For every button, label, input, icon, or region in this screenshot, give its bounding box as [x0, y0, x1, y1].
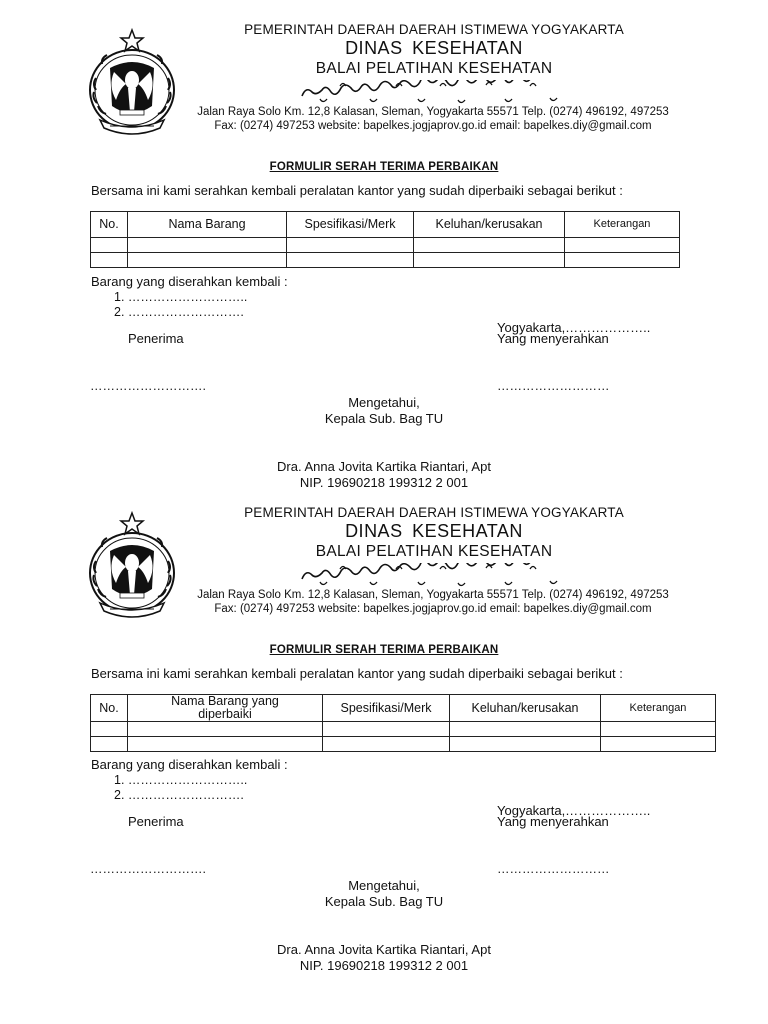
table-cell[interactable] — [323, 722, 450, 737]
table-cell[interactable] — [91, 253, 128, 268]
table-cell[interactable] — [601, 737, 716, 752]
col-header-no: No. — [91, 695, 128, 722]
col-header-item-name: Nama Barang yang diperbaiki — [128, 695, 323, 722]
table-row — [91, 253, 680, 268]
col-header-complaint: Keluhan/kerusakan — [450, 695, 601, 722]
giver-label: Yang menyerahkan — [497, 814, 609, 829]
col-header-specification: Spesifikasi/Merk — [323, 695, 450, 722]
department-heading: DINAS KESEHATAN — [345, 521, 523, 541]
col-header-complaint: Keluhan/kerusakan — [414, 212, 565, 238]
col-header-item-name: Nama Barang — [128, 212, 287, 238]
table-cell[interactable] — [91, 238, 128, 253]
col-header-specification: Spesifikasi/Merk — [287, 212, 414, 238]
receiver-label: Penerima — [128, 331, 184, 346]
giver-signature-line[interactable]: ……………………… — [497, 379, 610, 393]
form-title: FORMULIR SERAH TERIMA PERBAIKAN — [269, 161, 499, 173]
table-cell[interactable] — [565, 238, 680, 253]
col-header-notes: Keterangan — [601, 695, 716, 722]
repair-handover-form-2 — [0, 505, 768, 987]
table-cell[interactable] — [414, 253, 565, 268]
official-nip: NIP. 19690218 199312 2 001 — [299, 958, 469, 973]
place-date-field[interactable]: Yogyakarta,……………….. — [497, 320, 651, 335]
items-table — [90, 694, 716, 752]
official-name: Dra. Anna Jovita Kartika Riantari, Apt — [277, 459, 491, 474]
official-nip: NIP. 19690218 199312 2 001 — [299, 475, 469, 490]
government-heading: PEMERINTAH DAERAH DAERAH ISTIMEWA YOGYAKARTA — [244, 22, 624, 37]
returned-items-label: Barang yang diserahkan kembali : — [91, 274, 288, 289]
list-item[interactable]: 1. ……………………….. — [114, 290, 248, 304]
table-cell[interactable] — [128, 722, 323, 737]
returned-items-label: Barang yang diserahkan kembali : — [91, 757, 288, 772]
table-cell[interactable] — [450, 737, 601, 752]
receiver-signature-line[interactable]: ………………………. — [90, 862, 206, 876]
table-cell[interactable] — [128, 737, 323, 752]
table-cell[interactable] — [287, 238, 414, 253]
table-cell[interactable] — [565, 253, 680, 268]
position-title: Kepala Sub. Bag TU — [324, 411, 444, 426]
intro-text: Bersama ini kami serahkan kembali peralatan kantor yang sudah diperbaiki sebagai berikut : — [91, 666, 623, 681]
list-item[interactable]: 2. ………………………. — [114, 788, 244, 802]
list-item[interactable]: 2. ………………………. — [114, 305, 244, 319]
address-line: Jalan Raya Solo Km. 12,8 Kalasan, Sleman, Yogyakarta 55571 Telp. (0274) 496192, 497253 — [197, 106, 669, 118]
acknowledged-label: Mengetahui, — [348, 395, 420, 410]
government-heading: PEMERINTAH DAERAH DAERAH ISTIMEWA YOGYAKARTA — [244, 505, 624, 520]
receiver-signature-line[interactable]: ………………………. — [90, 379, 206, 393]
table-row — [91, 722, 716, 737]
intro-text: Bersama ini kami serahkan kembali peralatan kantor yang sudah diperbaiki sebagai berikut : — [91, 183, 623, 198]
col-header-notes: Keterangan — [565, 212, 680, 238]
table-row — [91, 737, 716, 752]
table-header-row — [91, 212, 680, 238]
table-row — [91, 238, 680, 253]
form-title: FORMULIR SERAH TERIMA PERBAIKAN — [269, 644, 499, 656]
table-cell[interactable] — [287, 253, 414, 268]
items-table — [90, 211, 680, 268]
institute-heading: BALAI PELATIHAN KESEHATAN — [315, 543, 553, 560]
table-header-row — [91, 695, 716, 722]
position-title: Kepala Sub. Bag TU — [324, 894, 444, 909]
table-cell[interactable] — [91, 722, 128, 737]
table-cell[interactable] — [601, 722, 716, 737]
institute-heading: BALAI PELATIHAN KESEHATAN — [315, 60, 553, 77]
place-date-field[interactable]: Yogyakarta,……………….. — [497, 803, 651, 818]
list-item[interactable]: 1. ……………………….. — [114, 773, 248, 787]
repair-handover-form-1 — [0, 22, 768, 504]
table-cell[interactable] — [128, 238, 287, 253]
address-line: Jalan Raya Solo Km. 12,8 Kalasan, Sleman, Yogyakarta 55571 Telp. (0274) 496192, 497253 — [197, 589, 669, 601]
receiver-label: Penerima — [128, 814, 184, 829]
contact-line: Fax: (0274) 497253 website: bapelkes.jogjaprov.go.id email: bapelkes.diy@gmail.com — [214, 120, 652, 132]
table-cell[interactable] — [91, 737, 128, 752]
javanese-script-icon — [300, 563, 568, 589]
col-header-no: No. — [91, 212, 128, 238]
giver-label: Yang menyerahkan — [497, 331, 609, 346]
department-heading: DINAS KESEHATAN — [345, 38, 523, 58]
giver-signature-line[interactable]: ……………………… — [497, 862, 610, 876]
table-cell[interactable] — [414, 238, 565, 253]
contact-line: Fax: (0274) 497253 website: bapelkes.jogjaprov.go.id email: bapelkes.diy@gmail.com — [214, 603, 652, 615]
table-cell[interactable] — [323, 737, 450, 752]
table-cell[interactable] — [128, 253, 287, 268]
acknowledged-label: Mengetahui, — [348, 878, 420, 893]
javanese-script-icon — [300, 80, 568, 106]
official-name: Dra. Anna Jovita Kartika Riantari, Apt — [277, 942, 491, 957]
table-cell[interactable] — [450, 722, 601, 737]
